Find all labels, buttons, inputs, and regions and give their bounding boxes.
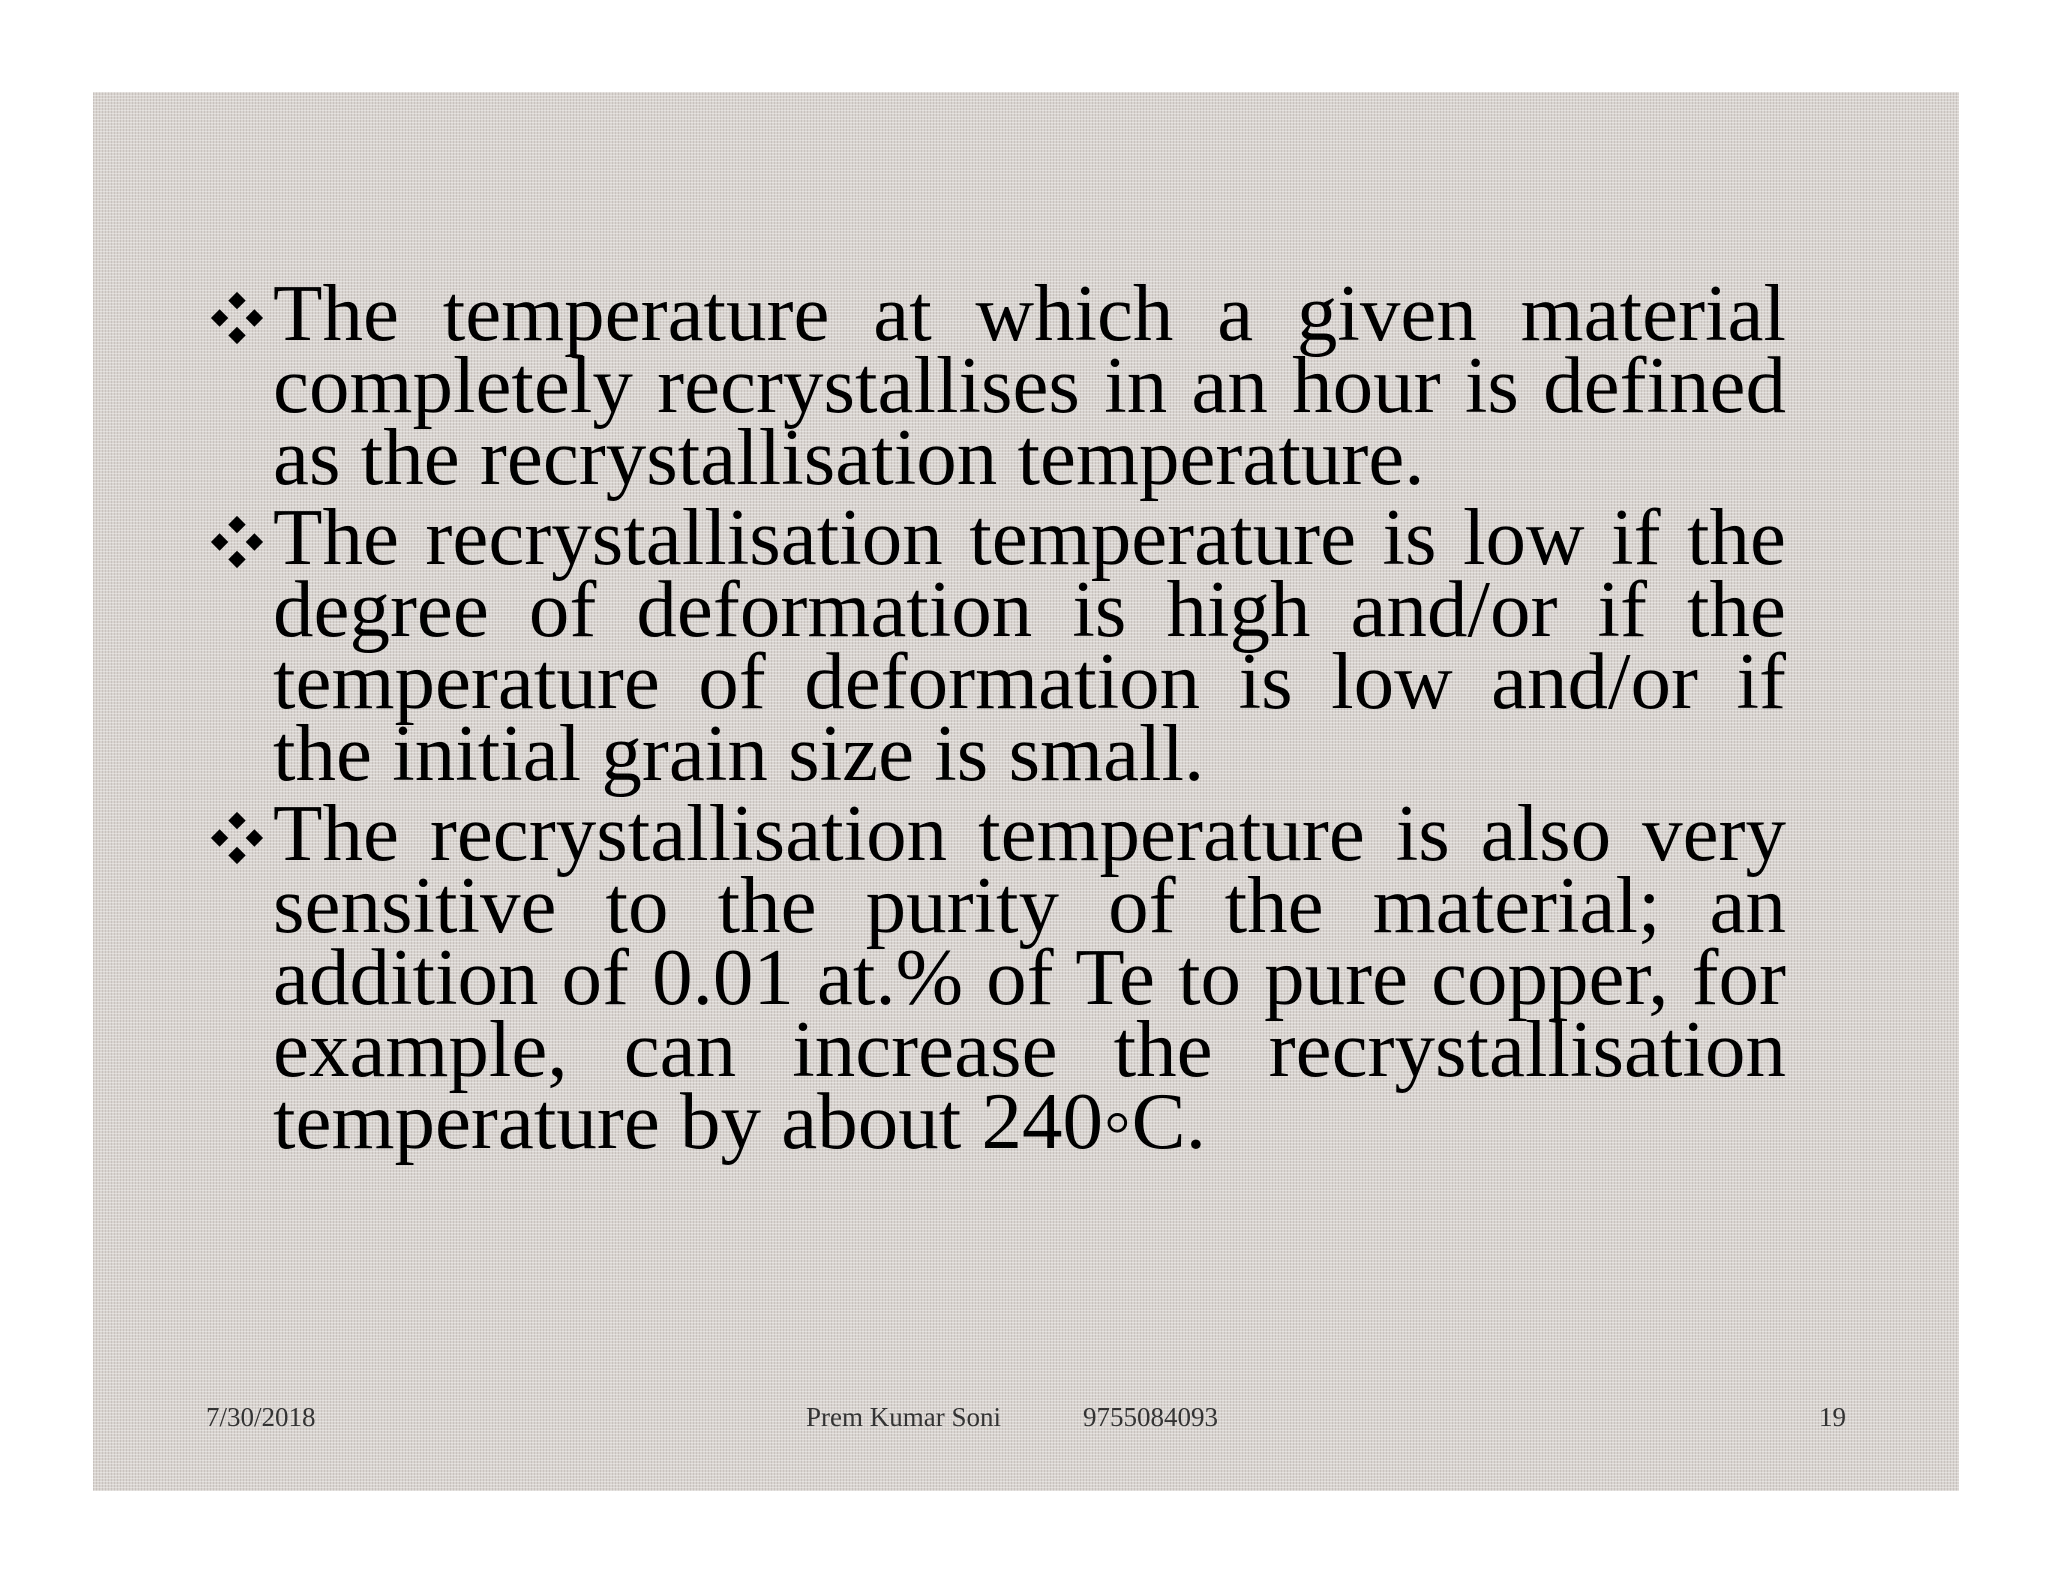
bullet-item <box>208 492 1786 798</box>
bullet-text: The recrystallisation temperature is also very sensitive to the purity of the material; an addition of 0.01 at.% of Te to pure copper, for example, can increase the recrystallisation temperature by about 240◦C. <box>273 788 1786 1166</box>
bullet-text: The temperature at which a given material completely recrystallises in an hour is defined as the recrystallisation temperature. <box>273 268 1786 502</box>
footer-phone: 9755084093 <box>1083 1402 1218 1432</box>
bullet-list <box>208 268 1958 1166</box>
bullet-item <box>208 268 1786 502</box>
slide-number: 19 <box>1819 1402 1846 1432</box>
diamond-cluster-bullet-icon <box>208 289 266 347</box>
slide <box>93 92 1959 1491</box>
footer-date: 7/30/2018 <box>206 1402 316 1432</box>
footer-author: Prem Kumar Soni <box>806 1402 1001 1432</box>
bullet-text: The recrystallisation temperature is low if the degree of deformation is high and/or if the temperature of deformation is low and/or if the initial grain size is small. <box>273 492 1786 798</box>
bullet-item <box>208 788 1786 1166</box>
diamond-cluster-bullet-icon <box>208 809 266 867</box>
diamond-cluster-bullet-icon <box>208 513 266 571</box>
